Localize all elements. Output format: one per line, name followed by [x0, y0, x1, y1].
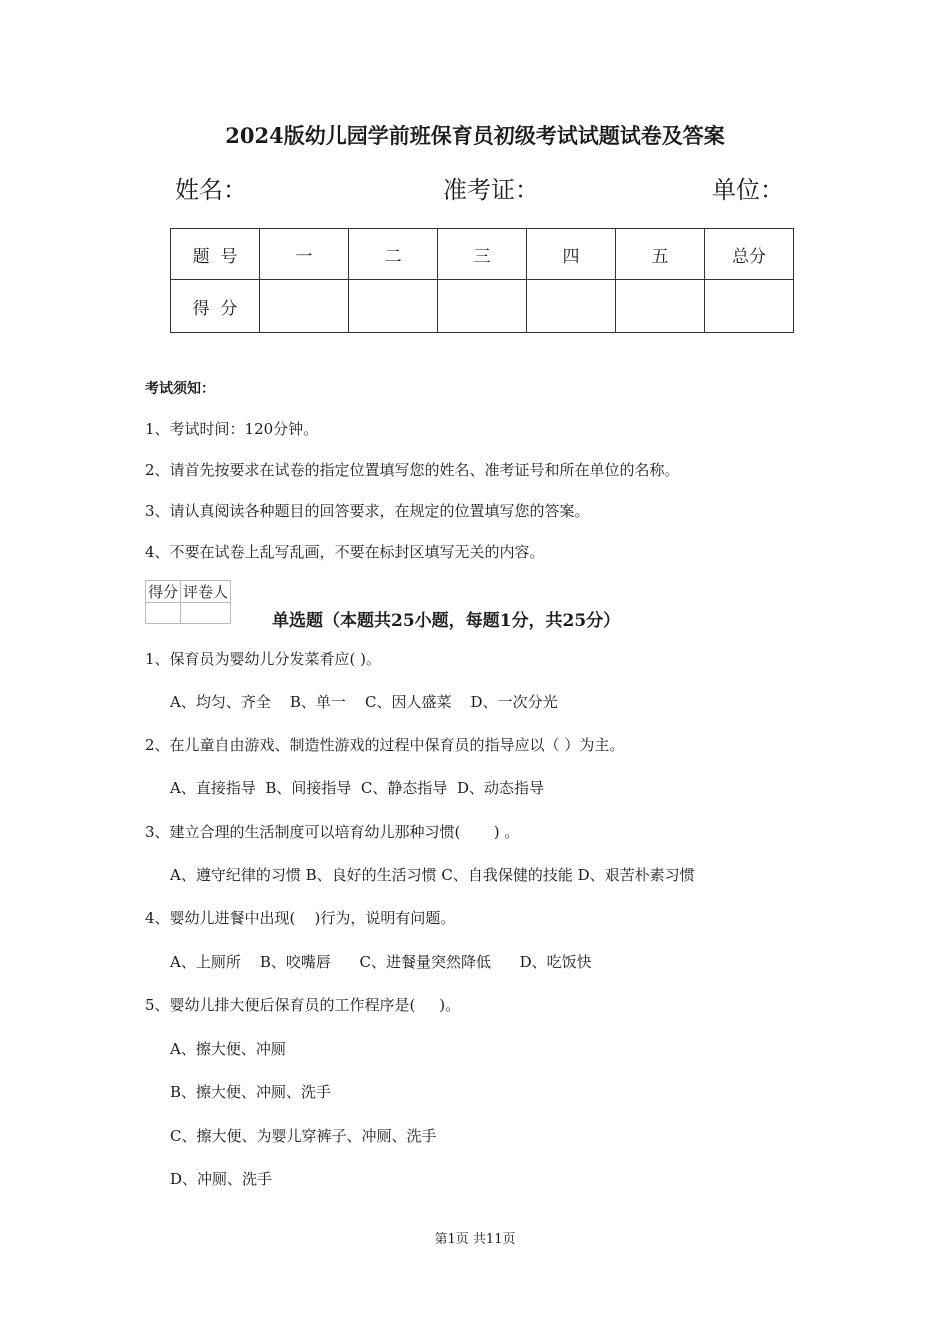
question-text: 1、保育员为婴幼儿分发菜肴应( )。: [145, 650, 382, 668]
notice-item: 4、不要在试卷上乱写乱画，不要在标封区填写无关的内容。: [145, 543, 545, 561]
question-options: A、均匀、齐全 B、单一 C、因人盛菜 D、一次分光: [170, 693, 558, 711]
section-title: 单选题（本题共25小题，每题1分，共25分）: [272, 611, 621, 631]
question-text: 5、婴幼儿排大便后保育员的工作程序是( )。: [145, 996, 461, 1014]
grader-box-grader-cell[interactable]: [181, 603, 231, 624]
score-table-header-cell: 五: [616, 229, 705, 280]
page-footer: 第1页 共11页: [434, 1232, 516, 1247]
question-options: A、遵守纪律的习惯 B、良好的生活习惯 C、自我保健的技能 D、艰苦朴素习惯: [170, 866, 695, 884]
page-title: 2024版幼儿园学前班保育员初级考试试题试卷及答案: [225, 123, 725, 148]
notice-item: 2、请首先按要求在试卷的指定位置填写您的姓名、准考证号和所在单位的名称。: [145, 461, 680, 479]
score-table-header-row: [171, 229, 794, 280]
score-cell[interactable]: [260, 280, 349, 333]
question-text: 3、建立合理的生活制度可以培育幼儿那种习惯( ) 。: [145, 823, 520, 841]
grader-box-score-cell[interactable]: [146, 603, 181, 624]
notice-title: 考试须知：: [145, 381, 215, 397]
score-cell[interactable]: [616, 280, 705, 333]
grader-box-grader-label: 评卷人: [181, 581, 231, 603]
score-table-header-cell: 二: [349, 229, 438, 280]
unit-field-label: 单位：: [712, 176, 784, 204]
score-cell[interactable]: [527, 280, 616, 333]
grader-box-score-label: 得分: [146, 581, 181, 603]
name-field-label: 姓名：: [175, 176, 247, 204]
question-option: C、擦大便、为婴儿穿裤子、冲厕、洗手: [170, 1127, 437, 1145]
score-table-header-cell: 三: [438, 229, 527, 280]
notice-item: 3、请认真阅读各种题目的回答要求，在规定的位置填写您的答案。: [145, 502, 590, 520]
question-text: 4、婴幼儿进餐中出现( )行为，说明有问题。: [145, 909, 456, 927]
score-table-header-cell: 总分: [705, 229, 794, 280]
score-table-score-row: [171, 280, 794, 333]
score-table-header-cell: 四: [527, 229, 616, 280]
grader-box: [145, 580, 231, 624]
question-option: D、冲厕、洗手: [170, 1170, 273, 1188]
exam-id-field-label: 准考证：: [443, 176, 539, 204]
score-table: [170, 228, 794, 333]
question-options: A、直接指导 B、间接指导 C、静态指导 D、动态指导: [170, 779, 544, 797]
score-table-header-cell: 一: [260, 229, 349, 280]
score-table-header-cell: 题 号: [171, 229, 260, 280]
score-row-label: 得 分: [171, 280, 260, 333]
notice-item: 1、考试时间：120分钟。: [145, 420, 319, 438]
question-text: 2、在儿童自由游戏、制造性游戏的过程中保育员的指导应以（ ）为主。: [145, 736, 625, 754]
question-option: A、擦大便、冲厕: [170, 1040, 286, 1058]
question-options: A、上厕所 B、咬嘴唇 C、进餐量突然降低 D、吃饭快: [170, 953, 592, 971]
score-cell[interactable]: [349, 280, 438, 333]
question-option: B、擦大便、冲厕、洗手: [170, 1083, 332, 1101]
score-cell[interactable]: [705, 280, 794, 333]
score-cell[interactable]: [438, 280, 527, 333]
